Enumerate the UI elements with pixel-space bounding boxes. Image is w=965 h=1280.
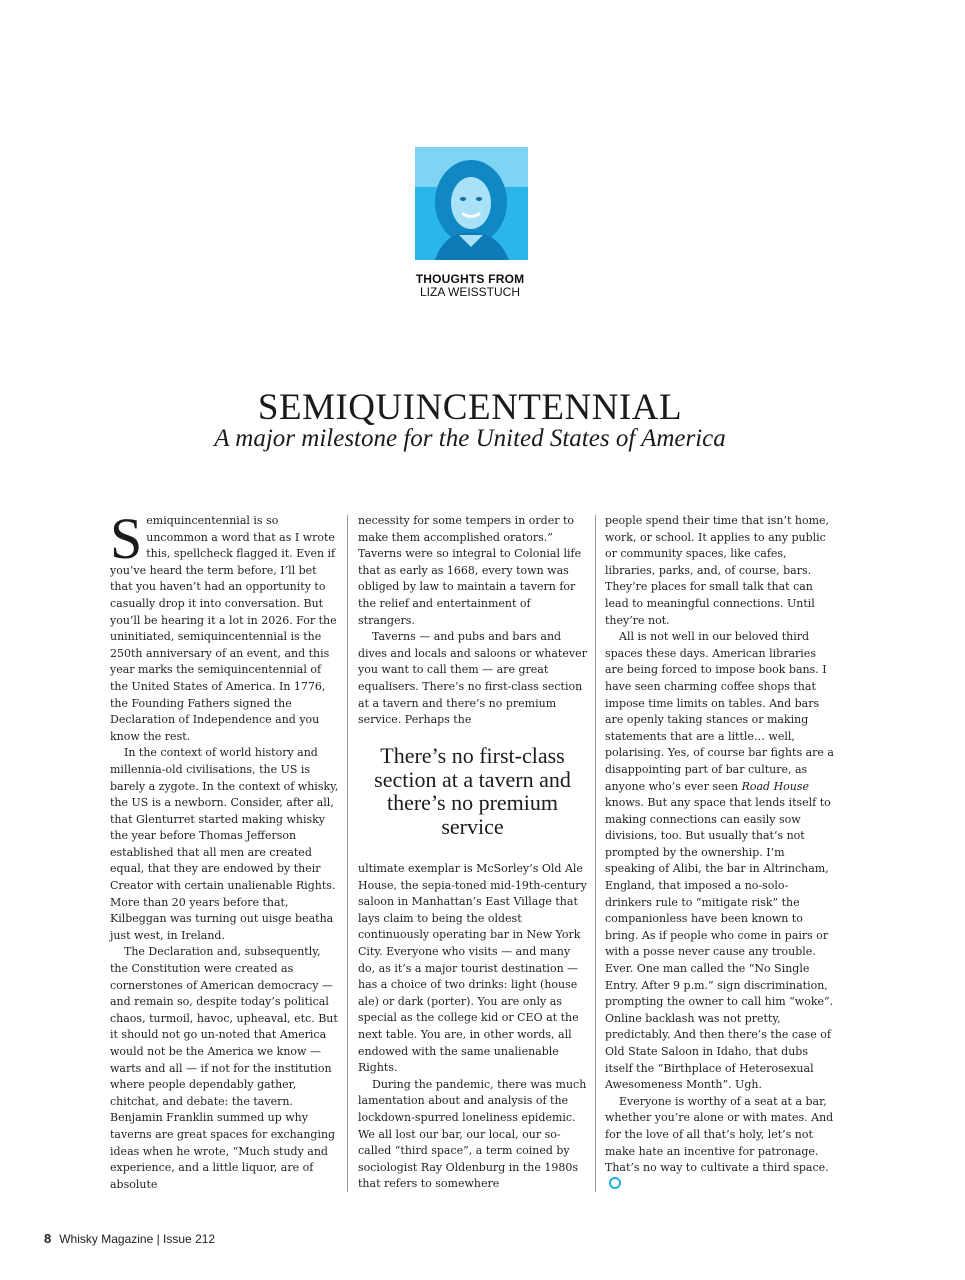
author-name: LIZA WEISSTUCH — [419, 285, 520, 299]
paragraph: The Declaration and, subsequently, the Constitution were created as cornerstones of American democracy — and remain so, despite today’s political chaos, turmoil, havoc, upheaval, etc. But it should not go un-noted that America would not be the America we know — warts and all — if not for the institution where people dependably gather, chitchat, and debate: the tavern. Benjamin Franklin summed up why taverns are great spaces for exchanging ideas when he wrote, “Much study and experience, and a little liquor, are of absolute — [110, 945, 338, 1191]
column-divider — [347, 515, 348, 1192]
paragraph-text: knows. But any space that lends itself to making connections can easily sow divisions, too. But usually that’s not prompted by the ownership. I’m speaking of Alibi, the bar in Altrincham, England, that imposed a no-solo-drinkers rule to “mitigate risk” the companionless have been known to bring. As if people who come in pairs or with a posse never cause any trouble. Ever. One man called the “No Single Entry. After 9 p.m.” sign discrimination, prompting the owner to call him “woke”. Online backlash was not pretty, predictably. And then there’s the case of Old State Saloon in Idaho, that dubs itself the “Birthplace of Heterosexual Awesomeness Month”. Ugh. — [605, 796, 834, 1092]
pull-quote: There’s no first-class section at a tavern and there’s no premium service — [374, 743, 571, 839]
page-footer — [44, 1231, 215, 1246]
paragraph: necessity for some tempers in order to make them accomplished orators.” Taverns were so integral to Colonial life that as early as 1668, every town was obliged by law to maintain a tavern for the relief and entertainment of strangers. — [358, 514, 582, 627]
paragraph — [605, 629, 834, 1094]
publication-info: Whisky Magazine | Issue 212 — [59, 1232, 216, 1246]
paragraph: In the context of world history and millennia-old civilisations, the US is barely a zygote. In the context of whisky, the US is a newborn. Consider, after all, that Glenturret started making whisky the year before Thomas Jefferson established that all men are created equal, that they are endowed by their Creator with certain unalienable Rights. More than 20 years before that, Kilbeggan was turning out uisge beatha just west, in Ireland. — [110, 746, 339, 942]
column-2-bottom — [358, 861, 587, 1193]
article-title: SEMIQUINCENTENNIAL — [257, 387, 683, 428]
paragraph — [110, 506, 339, 745]
end-of-article-icon — [609, 1177, 621, 1189]
paragraph — [605, 1094, 834, 1194]
paragraph: Taverns — and pubs and bars and dives and locals and saloons or whatever you want to call them — are great equalisers. There’s no first-class section at a tavern and there’s no premium service. Perhaps the — [358, 630, 587, 727]
paragraph: ultimate exemplar is McSorley’s Old Ale House, the sepia-toned mid-19th-century saloon in Manhattan’s East Village that lays claim to being the oldest continuously operating bar in New York City. Everyone who visits — and many do, as it’s a major tourist destination — has a choice of two drinks: light (house ale) or dark (porter). You are only as special as the college kid or CEO at the next table. You are, in other words, all endowed with the same unalienable Rights. — [358, 862, 587, 1075]
drop-cap: S — [110, 506, 143, 571]
column-divider — [595, 515, 596, 1192]
film-title: Road House — [741, 779, 810, 793]
column-label: THOUGHTS FROM — [415, 272, 525, 286]
page-number: 8 — [44, 1231, 52, 1246]
paragraph-text: All is not well in our beloved third spaces these days. American libraries are being forced to impose book bans. I have seen charming coffee shops that impose time limits on tables. And bars are openly taking stances or making statements that are a little… well, polarising. Yes, of course bar fights are a disappointing part of bar culture, as anyone who’s ever seen — [605, 630, 834, 793]
column-3 — [605, 513, 834, 1193]
paragraph-text: emiquincentennial is so uncommon a word that as I wrote this, spellcheck flagged it. Even if you’ve heard the term before, I’ll bet that you haven’t had an opportunity to casually drop it into conversation. But you’ll be hearing it a lot in 2026. For the uninitiated, semiquincentennial is the 250th anniversary of an event, and this year marks the semiquincentennial of the United States of America. In 1776, the Founding Fathers signed the Declaration of Independence and you know the rest. — [110, 514, 337, 743]
author-photo — [415, 147, 528, 260]
paragraph: During the pandemic, there was much lamentation about and analysis of the lockdown-spurred loneliness epidemic. We all lost our bar, our local, our so-called “third space”, a term coined by sociologist Ray Oldenburg in the 1980s that refers to somewhere — [358, 1077, 587, 1191]
paragraph-text: Everyone is worthy of a seat at a bar, whether you’re alone or with mates. And for the love of all that’s holy, let’s not make hate an incentive for patronage. That’s no way to cultivate a third space. — [605, 1094, 834, 1175]
paragraph: people spend their time that isn’t home, work, or school. It applies to any public or community spaces, like cafes, libraries, parks, and, of course, bars. They’re places for small talk that can lead to meaningful connections. Until they’re not. — [605, 514, 830, 627]
column-2-top — [358, 513, 587, 729]
column-1 — [110, 506, 339, 1193]
article-subtitle: A major milestone for the United States of America — [214, 425, 726, 452]
